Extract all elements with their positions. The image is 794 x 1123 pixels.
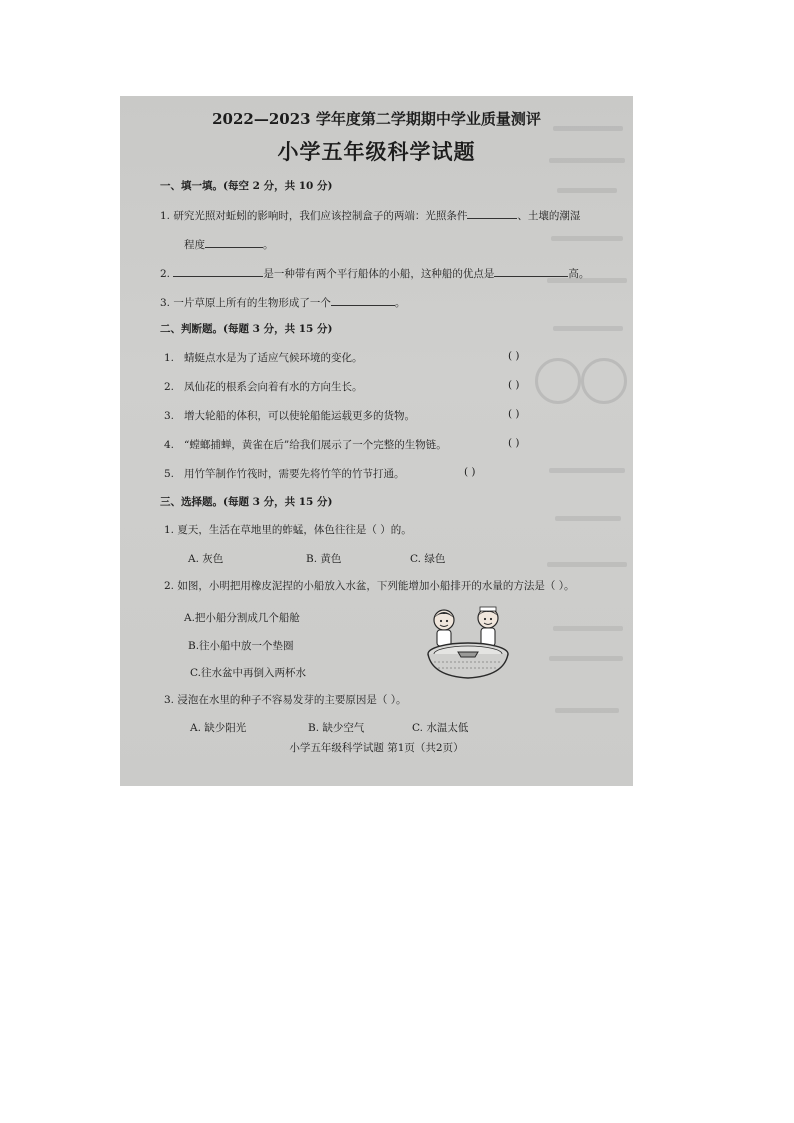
answer-blank [173, 266, 263, 277]
q1-text-c: 程度 [184, 239, 205, 251]
answer-blank [494, 266, 568, 277]
q2-number: 2. [160, 268, 171, 280]
choice-question-2: 2. 如图，小明把用橡皮泥捏的小船放入水盆，下列能增加小船排开的水量的方法是（ ）。 [164, 580, 575, 592]
choice-question-1: 1. 夏天，生活在草地里的蚱蜢，体色往往是（ ）的。 [164, 524, 412, 536]
fill-question-2 [160, 266, 589, 281]
answer-parentheses: ( ) [508, 408, 520, 420]
answer-blank [467, 208, 517, 219]
fill-question-3 [160, 295, 405, 310]
answer-parentheses: ( ) [508, 437, 520, 449]
choice-option-a: A. 缺少阳光 [190, 722, 247, 734]
item-text: “螳螂捕蝉，黄雀在后”给我们展示了一个完整的生物链。 [184, 439, 447, 451]
judge-item [164, 381, 363, 394]
q3-text-a: 3. 一片草原上所有的生物形成了一个 [160, 297, 331, 309]
section-2-heading: 二、判断题。(每题 3 分，共 15 分) [160, 323, 333, 335]
fill-question-1-cont [184, 237, 274, 252]
item-text: 凤仙花的根系会向着有水的方向生长。 [184, 381, 363, 393]
answer-blank [331, 295, 395, 306]
exam-photo [120, 96, 633, 786]
q2-text-a: 是一种带有两个平行船体的小船，这种船的优点是 [263, 268, 495, 280]
choice-option-a: A.把小船分割成几个船舱 [184, 612, 300, 624]
exam-subject-title: 小学五年级科学试题 [277, 139, 476, 164]
choice-option-a: A. 灰色 [188, 553, 224, 565]
q1-text-d: 。 [263, 239, 274, 251]
judge-item [164, 410, 415, 423]
section-1-heading: 一、填一填。(每空 2 分，共 10 分) [160, 180, 333, 192]
item-number: 4. [164, 439, 175, 451]
item-text: 用竹竿制作竹筏时，需要先将竹竿的竹节打通。 [184, 468, 405, 480]
answer-parentheses: ( ) [508, 350, 520, 362]
choice-option-c: C.往水盆中再倒入两杯水 [190, 667, 306, 679]
item-number: 2. [164, 381, 175, 393]
choice-option-b: B. 黄色 [306, 553, 342, 565]
choice-option-c: C. 水温太低 [412, 722, 469, 734]
choice-option-b: B.往小船中放一个垫圈 [188, 640, 294, 652]
judge-item [164, 468, 405, 481]
q3-text-b: 。 [394, 297, 406, 309]
choice-question-3: 3. 浸泡在水里的种子不容易发芽的主要原因是（ ）。 [164, 694, 407, 706]
q2-text-b: 高。 [568, 268, 590, 280]
choice-option-b: B. 缺少空气 [308, 722, 365, 734]
exam-term-title: 2022—2023 学年度第二学期期中学业质量测评 [212, 110, 541, 128]
item-text: 蜻蜓点水是为了适应气候环境的变化。 [184, 352, 363, 364]
q1-text-b: 、土壤的潮湿 [517, 210, 581, 222]
answer-blank [205, 237, 263, 248]
q1-text-a: 1. 研究光照对蚯蚓的影响时，我们应该控制盒子的两端：光照条件 [160, 210, 468, 222]
page-footer: 小学五年级科学试题 第1页（共2页） [289, 742, 464, 754]
section-3-heading: 三、选择题。(每题 3 分，共 15 分) [160, 496, 333, 508]
choice-option-c: C. 绿色 [410, 553, 446, 565]
item-text: 增大轮船的体积，可以使轮船能运载更多的货物。 [184, 410, 416, 422]
judge-item [164, 439, 447, 452]
item-number: 5. [164, 468, 175, 480]
answer-parentheses: ( ) [464, 466, 476, 478]
item-number: 3. [164, 410, 175, 422]
item-number: 1. [164, 352, 175, 364]
judge-item [164, 352, 363, 365]
answer-parentheses: ( ) [508, 379, 520, 391]
bleed-through [543, 96, 633, 786]
children-basin-illustration [422, 604, 514, 684]
fill-question-1 [160, 208, 580, 223]
